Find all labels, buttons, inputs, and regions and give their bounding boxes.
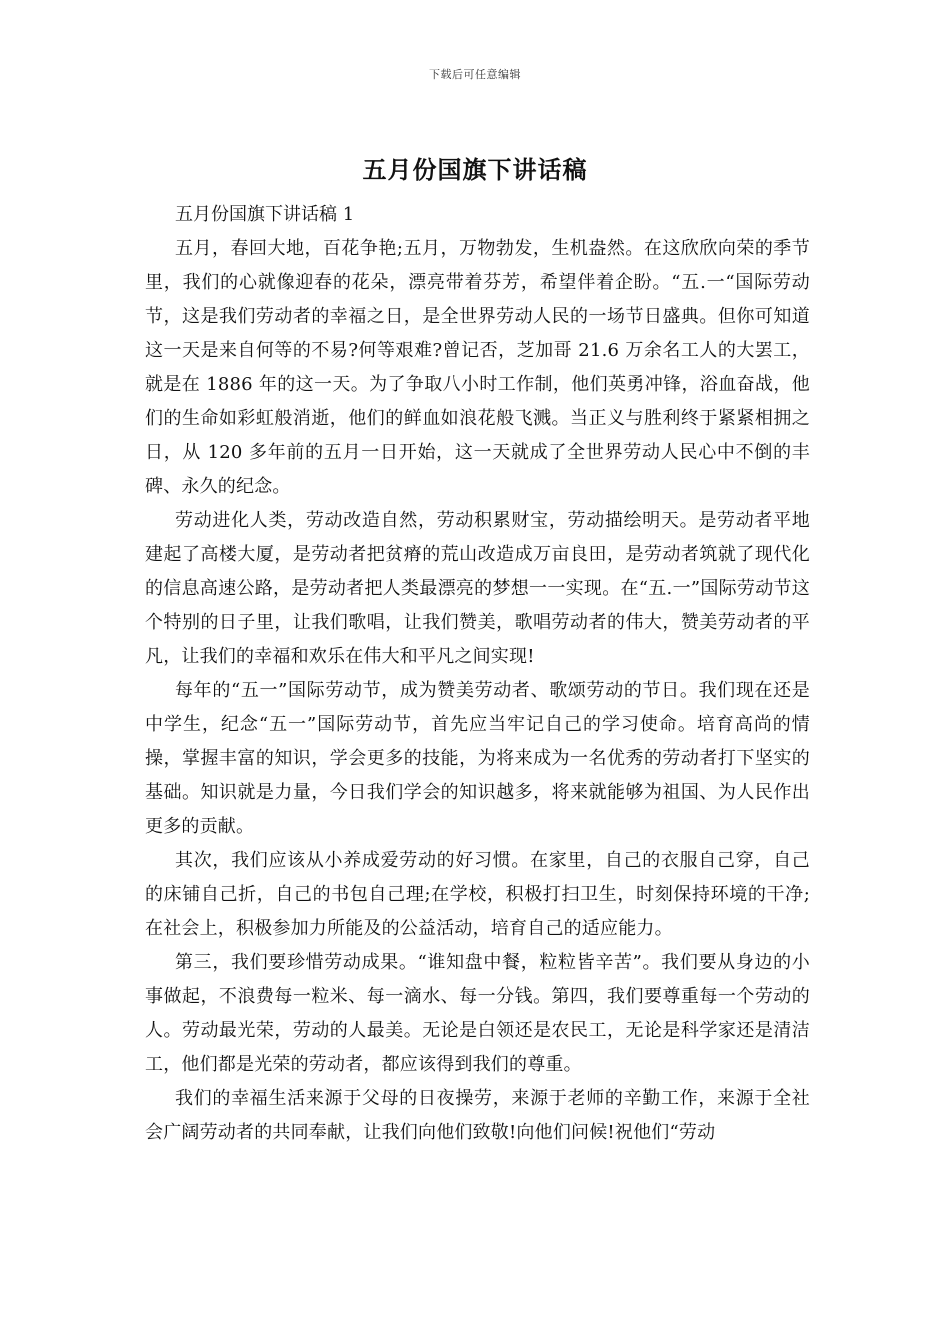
document-subtitle: 五月份国旗下讲话稿 1 (175, 204, 355, 225)
paragraph-3: 每年的“五一”国际劳动节，成为赞美劳动者、歌颂劳动的节日。我们现在还是中学生，纪念“五一”国际劳动节，首先应当牢记自己的学习使命。培育高尚的情操，掌握丰富的知识，学会更多的技能，为将来成为一名优秀的劳动者打下坚实的基础。知识就是力量，今日我们学会的知识越多，将来就能够为祖国、为人民作出更多的贡献。 (145, 680, 810, 837)
paragraph-2: 劳动进化人类，劳动改造自然，劳动积累财宝，劳动描绘明天。是劳动者平地建起了高楼大厦，是劳动者把贫瘠的荒山改造成万亩良田，是劳动者筑就了现代化的信息高速公路，是劳动者把人类最漂亮的梦想一一实现。在“五.一”国际劳动节这个特别的日子里，让我们歌唱，让我们赞美，歌唱劳动者的伟大，赞美劳动者的平凡，让我们的幸福和欢乐在伟大和平凡之间实现! (145, 510, 810, 667)
document-body (145, 198, 810, 1150)
paragraph-6: 我们的幸福生活来源于父母的日夜操劳，来源于老师的辛勤工作，来源于全社会广阔劳动者的共同奉献，让我们向他们致敬!向他们问候!祝他们“劳动 (145, 1088, 810, 1143)
document-title: 五月份国旗下讲话稿 (362, 156, 588, 184)
paragraph-4: 其次，我们应该从小养成爱劳动的好习惯。在家里，自己的衣服自己穿，自己的床铺自己折，自己的书包自己理;在学校，积极打扫卫生，时刻保持环境的干净;在社会上，积极参加力所能及的公益活动，培育自己的适应能力。 (145, 850, 810, 939)
paragraph-5: 第三，我们要珍惜劳动成果。“谁知盘中餐，粒粒皆辛苦”。我们要从身边的小事做起，不浪费每一粒米、每一滴水、每一分钱。第四，我们要尊重每一个劳动的人。劳动最光荣，劳动的人最美。无论是白领还是农民工，无论是科学家还是清洁工，他们都是光荣的劳动者，都应该得到我们的尊重。 (145, 952, 810, 1075)
paragraph-1: 五月，春回大地，百花争艳;五月，万物勃发，生机盎然。在这欣欣向荣的季节里，我们的心就像迎春的花朵，漂亮带着芬芳，希望伴着企盼。“五.一“国际劳动节，这是我们劳动者的幸福之日，是全世界劳动人民的一场节日盛典。但你可知道这一天是来自何等的不易?何等艰难?曾记否，芝加哥 21.6 万余名工人的大罢工，就是在 1886 年的这一天。为了争取八小时工作制，他们英勇冲锋，浴血奋战，他们的生命如彩虹般消逝，他们的鲜血如浪花般飞溅。当正义与胜利终于紧紧相拥之日，从 120 多年前的五月一日开始，这一天就成了全世界劳动人民心中不倒的丰碑、永久的纪念。 (145, 238, 810, 497)
header-note: 下载后可任意编辑 (429, 68, 521, 81)
